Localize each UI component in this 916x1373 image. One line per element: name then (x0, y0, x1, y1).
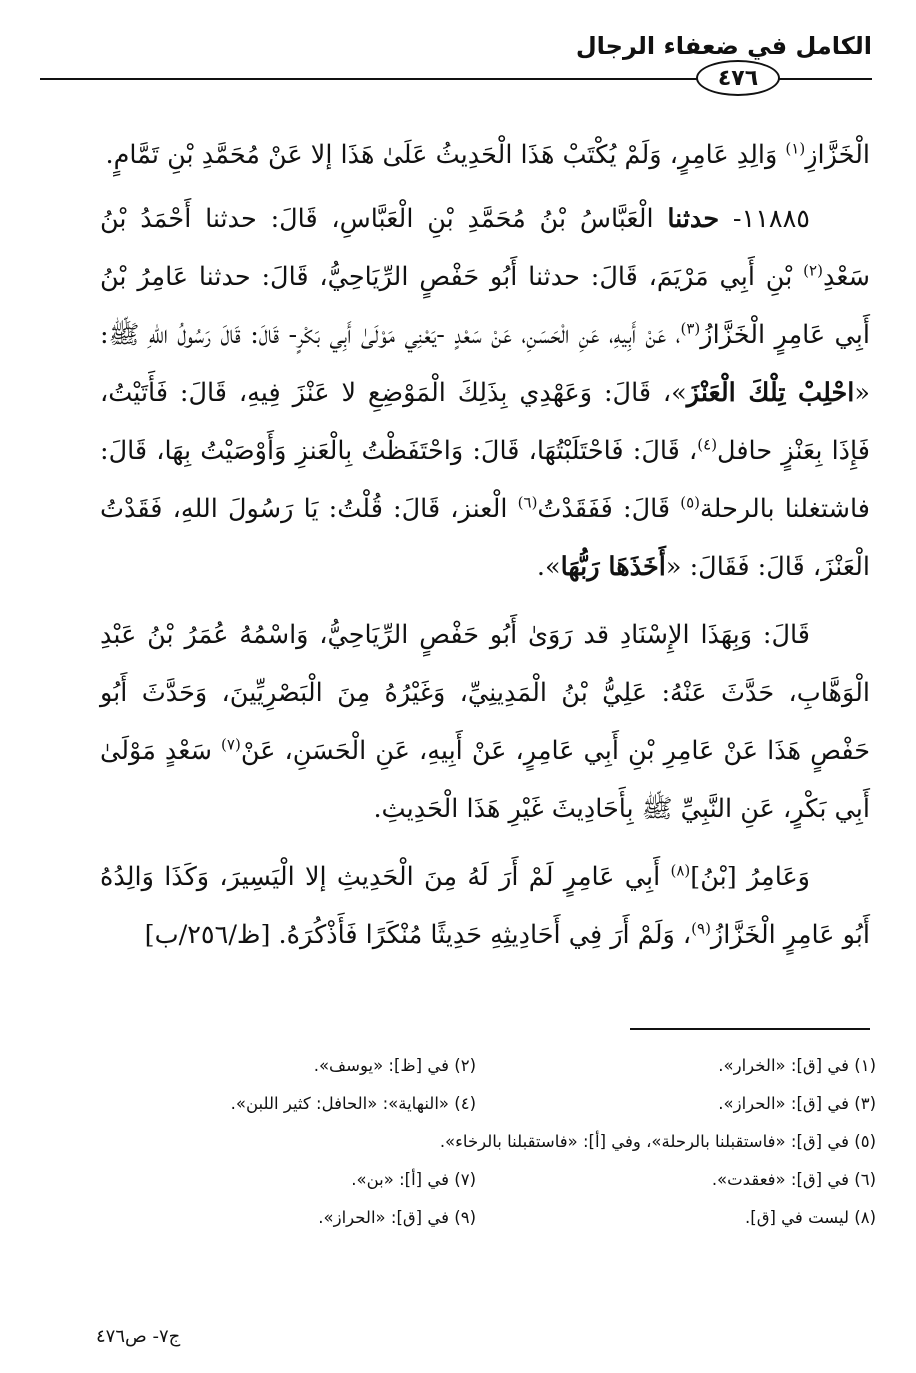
footnote-row (76, 1046, 876, 1084)
footnote-ref: (٤) (697, 435, 718, 454)
footnote-separator (630, 1028, 870, 1030)
volume-page-reference: ج٧- ص٤٧٦ (96, 1326, 181, 1347)
footnote-4: (٤) «النهاية»: «الحافل: كثير اللبن». (230, 1093, 476, 1113)
footnotes (76, 1046, 876, 1236)
footnote-ref: (٩) (691, 919, 711, 938)
footnote-6: (٦) في [ق]: «فعقدت». (711, 1169, 876, 1189)
footnote-row (76, 1160, 876, 1198)
footnote-ref: (٥) (680, 493, 701, 512)
paragraph-1: الْخَزَّازِ$^{(١)}$ وَالِدِ عَامِرٍ، وَلَمْ يُكْتَبْ هَذَا الْحَدِيثُ عَلَىٰ هَذَا إلا عَنْ مُحَمَّدِ بْنِ تَمَّامٍ. (105, 139, 870, 170)
footnote-row (76, 1198, 876, 1236)
footnote-9: (٩) في [ق]: «الحراز». (318, 1207, 476, 1227)
page-header (40, 26, 872, 91)
footnote-row (76, 1122, 876, 1160)
footnote-row (76, 1084, 876, 1122)
paragraph-4: وَعَامِرُ [بْنُ]$^{(٨)}$ أَبِي عَامِرٍ لَمْ أَرَ لَهُ مِنَ الْحَدِيثِ إلا الْيَسِيرَ، وَكَذَا وَالِدُهُ أَبُو عَامِرٍ الْخَزَّازُ$^{(٩)}$، وَلَمْ أَرَ فِي أَحَادِيثِهِ حَدِيثًا مُنْكَرًا فَأَذْكُرَهُ. [ظ/٢٥٦/ب] (100, 861, 870, 950)
page-number-badge: ٤٧٦ (696, 60, 780, 96)
footnote-3: (٣) في [ق]: «الحراز». (718, 1093, 876, 1113)
footnote-ref: (٢) (803, 261, 823, 280)
paragraph-3: قَالَ: وَبِهَذَا الإِسْنَادِ قد رَوَىٰ أَبُو حَفْصٍ الرِّيَاحِيُّ، وَاسْمُهُ عُمَرُ بْنُ عَبْدِ الْوَهَّابِ، حَدَّثَ عَنْهُ: عَلِيُّ بْنُ الْمَدِينِيِّ، وَغَيْرُهُ مِنَ الْبَصْرِيِّينَ، وَحَدَّثَ أَبُو حَفْصٍ هَذَا عَنْ عَامِرِ بْنِ أَبِي عَامِرٍ، عَنْ أَبِيهِ، عَنِ الْحَسَنِ، عَنْ$^{(٧)}$ سَعْدٍ مَوْلَىٰ أَبِي بَكْرٍ، عَنِ النَّبِيِّ ﷺ بِأَحَادِيثَ غَيْرِ هَذَا الْحَدِيثِ. (100, 620, 870, 824)
book-title: الكامل في ضعفاء الرجال (575, 32, 872, 60)
footnote-2: (٢) في [ظ]: «يوسف». (313, 1055, 476, 1075)
footnote-5: (٥) في [ق]: «فاستقبلنا بالرحلة»، وفي [أ]: «فاستقبلنا بالرخاء». (439, 1131, 876, 1151)
paragraph-hadith-11885: ١١٨٨٥- حدثنا الْعَبَّاسُ بْنُ مُحَمَّدِ بْنِ الْعَبَّاسِ، قَالَ: حدثنا أَحْمَدُ بْنُ سَعْدِ$^{(٢)}$ بْنِ أَبِي مَرْيَمَ، قَالَ: حدثنا أَبُو حَفْصٍ الرِّيَاحِيُّ، قَالَ: حدثنا عَامِرُ بْنُ أَبِي عَامِرٍ الْخَزَّازُ$^{(٣)}$، عَنْ أَبِيهِ، عَنِ الْحَسَنِ، عَنْ سَعْدٍ -يَعْنِي مَوْلَىٰ أَبِي بَكْرٍ- قَالَ: قَالَ رَسُولُ اللهِ ﷺ: «احْلِبْ تِلْكَ الْعَنْزَ»، قَالَ: وَعَهْدِي بِذَلِكَ الْمَوْضِعِ لا عَنْزَ فِيهِ، قَالَ: فَأَتَيْتُ، فَإِذَا بِعَنْزٍ حافل$^{(٤)}$، قَالَ: فَاحْتَلَبْتُهَا، قَالَ: وَاحْتَفَظْتُ بِالْعَنزِ وَأَوْصَيْتُ بِهَا، قَالَ: فاشتغلنا بالرحلة$^{(٥)}$ قَالَ: فَفَقَدْتُ$^{(٦)}$ الْعنز، قَالَ: قُلْتُ: يَا رَسُولَ اللهِ، فَقَدْتُ الْعَنْزَ، قَالَ: فَقَالَ: «أَخَذَهَا رَبُّهَا». (100, 204, 870, 582)
main-text (100, 126, 870, 974)
footnote-8: (٨) ليست في [ق]. (745, 1207, 876, 1227)
footnote-ref: (١) (785, 139, 806, 158)
footnote-ref: (٧) (221, 735, 241, 754)
footnote-ref: (٨) (670, 861, 691, 880)
footnote-ref: (٣) (680, 319, 701, 338)
footnote-ref: (٦) (517, 493, 538, 512)
footnote-1: (١) في [ق]: «الخرار». (718, 1055, 876, 1075)
footnote-7: (٧) في [أ]: «بن». (351, 1169, 476, 1189)
